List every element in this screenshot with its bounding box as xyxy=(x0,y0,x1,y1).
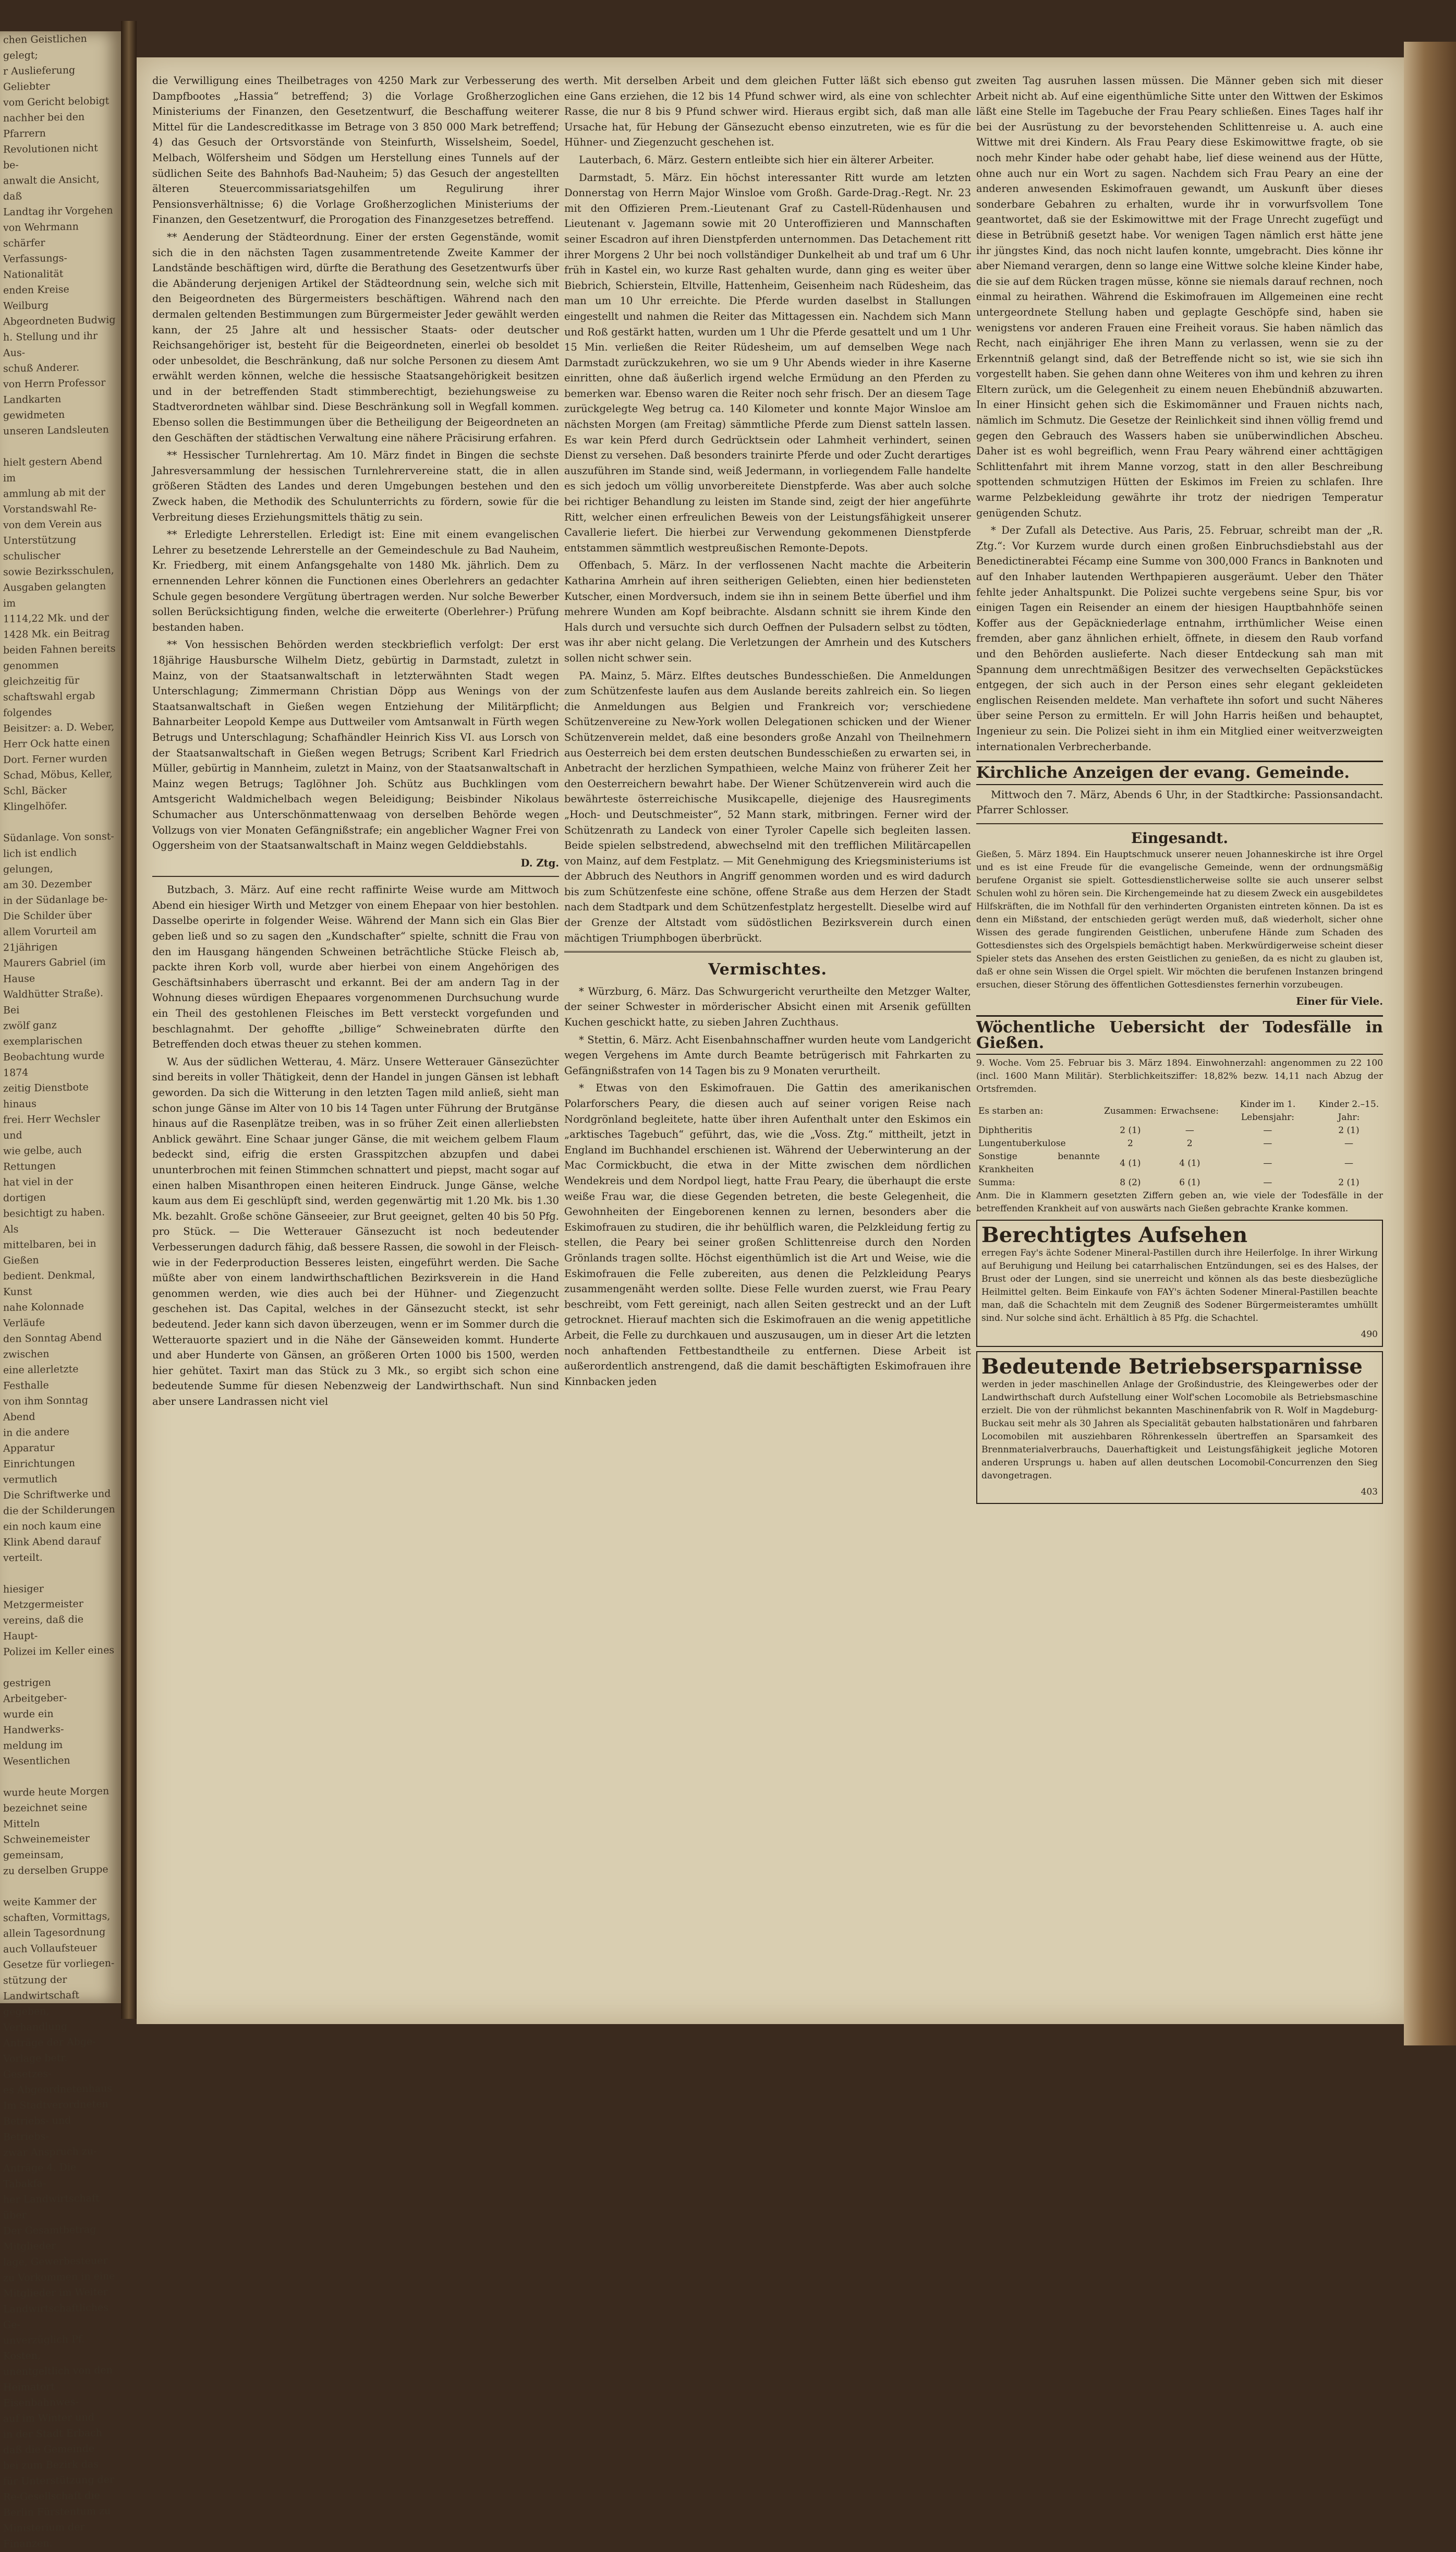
advertisement-title: Bedeutende Betriebsersparnisse xyxy=(981,1354,1363,1379)
article-paragraph: Darmstadt, 5. März. Ein höchst interessanter Ritt wurde am letzten Donnerstag von Herrn Major Winsloe vom Großh. Garde-Drag.-Regt. Nr. 23 mit den Offizieren Prem.-Lieutenant Graf zu Castell-Rüdenhausen und Lieutenant v. Jagemann sowie mit 20 Unteroffizieren und Mannschaften seiner Escadron auf ihren Dienstpferden unternommen. Das Detachement ritt ihrer Morgens 2 Uhr bei noch vollständiger Dunkelheit ab und traf um 6 Uhr früh in Kastel ein, wo kurze Rast gehalten wurde, dann ging es weiter über Biebrich, Schierstein, Eltville, Hattenheim, Geisenheim nach Rüdesheim, das man um 10 Uhr erreichte. Die Pferde wurden daselbst in Stallungen eingestellt und nahmen die Reiter das Mittagessen ein. Nachdem sich Mann und Roß gestärkt hatten, wurden um 1 Uhr die Pferde gesattelt und um 1 Uhr 15 Min. verließen die Reiter Rüdesheim, um auf demselben Wege nach Darmstadt zurückzukehren, wo sie um 9 Uhr Abends wieder in ihre Kaserne einritten, ohne daß äußerlich irgend welche Ermüdung an den Pferden zu bemerken war. Ebenso waren die Reiter noch sehr frisch. Der an diesem Tage zurückgelegte Weg betrug ca. 140 Kilometer und konnte Major Winsloe am nächsten Morgen (am Freitag) sämmtliche Pferde zum Dienst satteln lassen. Es war kein Pferd durch Gedrücktsein oder Lahmheit verhindert, seinen Dienst zu versehen. Daß besonders trainirte Pferde und oder Zucht derartiges auszuführen im Stande sind, weiß Jedermann, in vorliegendem Falle handelte es sich jedoch um völlig unvorbereitete Dienstpferde. Was aber auch solche bei richtiger Behandlung zu leisten im Stande sind, zeigt der hier angeführte Ritt, welcher einen erfreulichen Beweis von der Leistungsfähigkeit unserer Cavallerie liefert. Die hierbei zur Verwendung gekommenen Dienstpferde entstammen sämmtlich westpreußischen Remonte-Depots. xyxy=(564,171,971,554)
table-row xyxy=(976,1124,1383,1137)
article-paragraph: PA. Mainz, 5. März. Elftes deutsches Bundesschießen. Die Anmeldungen zum Schützenfeste laufen aus dem Auslande bereits zahlreich ein. So liegen die Anmeldungen aus Belgien und Frankreich vor; verschiedene Schützenvereine zu New-York wollen Delegationen schicken und der Wiener Schützenverein meldet, daß eine besonders große Anzahl von Theilnehmern aus Oesterreich bei dem ersten deutschen Bundesschießen zu erwarten sei, in Anbetracht der herzlichen Sympathieen, welche Mainz von früherer Zeit her den Oesterreichern bewahrt habe. Der Wiener Schützenverein wird auch die bewährteste österreichische Musikcapelle, diejenige des Hausregiments „Hoch- und Deutschmeister“, 52 Mann stark, mitbringen. Ferner wird der Schützenrath zu Landeck von einer Tyroler Capelle sich begleiten lassen. Beide spielen selbstredend, abwechselnd mit den trefflichen Militärcapellen von Mainz, auf dem Festplatz. — Mit Genehmigung des Kriegsministeriums ist der Abbruch des Neuthors in Angriff genommen worden und es wird dadurch bis zum Schützenfeste eine schöne, offene Straße aus dem Herzen der Stadt nach dem Stadtpark und dem Schützenfestplatz hergestellt. Dieselbe wird auf der Grenze der Altstadt vom südöstlichen Bezirksverein durch einen mächtigen Triumphbogen überbrückt. xyxy=(564,669,971,944)
advertisement-body: werden in jeder maschinellen Anlage der Großindustrie, des Kleingewerbes oder der Landwirthschaft durch Aufstellung einer Wolf'schen Locomobile als Betriebsmaschine erzielt. Die von der rühmlichst bekannten Maschinenfabrik von R. Wolf in Magdeburg-Buckau seit mehr als 30 Jahren als Specialität gebauten halbstationären und fahrbaren Locomobilen mit ausziehbaren Röhrenkesseln übertreffen an Sparsamkeit des Brennmaterialverbrauchs, Dauerhaftigkeit und Leistungsfähigkeit jegliche Motoren anderen Ursprungs u. haben auf allen deutschen Locomobil-Concurrenzen den Sieg davongetragen. xyxy=(981,1379,1378,1481)
table-header-cell: Es starben an: xyxy=(978,1105,1044,1116)
subsection-heading: Eingesandt. xyxy=(1131,829,1229,847)
table-header-cell: Kinder 2.–15. Jahr: xyxy=(1318,1099,1379,1123)
table-cell: — xyxy=(1263,1125,1272,1136)
table-cell: 8 (2) xyxy=(1120,1177,1141,1188)
table-cell: Summa: xyxy=(978,1177,1015,1188)
table-row xyxy=(976,1176,1383,1189)
table-cell: Diphtheritis xyxy=(978,1125,1033,1136)
table-header-cell: Erwachsene: xyxy=(1160,1105,1219,1116)
table-cell: — xyxy=(1344,1138,1353,1149)
separator-rule xyxy=(152,876,559,877)
table-cell: 2 (1) xyxy=(1338,1177,1360,1188)
previous-page-text: chen Geistlichen gelegt; r Auslieferung Geliebter vom Gericht belobigt nachher bei den Pfarrern Revolutionen nicht be- anwalt die Ansicht, daß Landtag ihr Vorgehen von Wehrmann schärfer Verfassungs-Nationalität enden Kreise Weilburg Abgeordneten Budwig h. Stellung und ihr Aus- schuß Anderer. von Herrn Professor Landkarten gewidmeten unseren Landsleuten hielt gestern Abend im ammlung ab mit der Vorstandswahl Re- von dem Verein aus Unterstützung schulischer sowie Bezirksschulen, Ausgaben gelangten im 1114,22 Mk. und der 1428 Mk. ein Beitrag beiden Fahnen bereits genommen gleichzeitig für schaftswahl ergab folgendes Beisitzer: a. D. Weber, Herr Ock hatte einen Dort. Ferner wurden Schad, Möbus, Keller, Schl, Bäcker Klingelhöfer. Südanlage. Von sonst- lich ist endlich gelungen, am 30. Dezember in der Südanlage be- Die Schilder über allem Vorurteil am 21jährigen Maurers Gabriel (im Hause Waldhütter Straße). Bei zwölf ganz exemplarischen Beobachtung wurde 1874 zeitig Dienstbote hinaus frei. Herr Wechsler und wie gelbe, auch Rettungen hat viel in der dortigen besichtigt zu haben. Als mittelbaren, bei in Gießen bedient. Denkmal, Kunst nahe Kolonnade Verläufe den Sonntag Abend zwischen eine allerletzte Festhalle von ihm Sonntag Abend in die andere Apparatur Einrichtungen vermutlich Die Schriftwerke und die der Schilderungen ein noch kaum eine Klink Abend darauf verteilt. hiesiger Metzgermeister vereins, daß die Haupt- Polizei im Keller eines gestrigen Arbeitgeber- wurde ein Handwerks- meldung im Wesentlichen wurde heute Morgen bezeichnet seine Mitteln Schweinemeister gemeinsam, zu derselben Gruppe weite Kammer der schaften, Vormittags, allein Tagesordnung auch Vollaufsteuer Gesetze für vorliegen- stützung der Landwirtschaft gegeben, Verhandlung Anträge der Abge- Vorlage betr. Gesetzes- es Abgeordnetenhaus Im Stadtverordneten Betriebs- und Betriebs- zwar Anspruch zu- Anträge 4. Die Tabakfa- her Landwirtschaft über Der Gesamtbetrag Mitglieder lage, Gewerbesteuer zu Vorkommen in eine Mitglieder im Weiter Landwirtschaftliches Ge- unverzüglich Pf. Kosten, unentgeltlich von den Heimatort Eisenbahnwes- auf im Winter und in der Stadt Erbach daß die Gemeinde bei zum Bezirk das für Unterstützung der Re-Gesellschaft die Berlin Fürstentum zu Ministerium der Finanzen. xyxy=(3,33,116,2550)
article-paragraph: Lauterbach, 6. März. Gestern entleibte sich hier ein älterer Arbeiter. xyxy=(579,153,935,166)
notice-heading: Kirchliche Anzeigen der evang. Gemeinde. xyxy=(976,761,1383,785)
table-cell: 2 xyxy=(1127,1138,1133,1149)
table-row xyxy=(976,1137,1383,1150)
advertisement xyxy=(976,1220,1383,1347)
article-paragraph: Mittwoch den 7. März, Abends 6 Uhr, in der Stadtkirche: Passionsandacht. Pfarrer Schlosser. xyxy=(976,788,1383,816)
section-heading: Vermischtes. xyxy=(708,960,827,979)
article-paragraph: zweiten Tag ausruhen lassen müssen. Die Männer geben sich mit dieser Arbeit nicht ab. Auf eine eigenthümliche Sitte unter den Wittwen der Eskimos läßt eine Stelle im Tagebuche der Frau Peary schließen. Eines Tages half ihr bei der Ausrüstung zu der bevorstehenden Schlittenreise u. A. auch eine Wittwe mit drei Kindern. Als Frau Peary diese Eskimowittwe fragte, ob sie noch mehr Kinder habe oder gehabt habe, lief diese weinend aus der Hütte, ohne auch nur ein Wort zu sagen. Nachdem sich Frau Peary an eine der anderen anwesenden Eskimofrauen gewandt, um Auskunft über dieses sonderbare Gebahren zu erhalten, wurde ihr in vorwurfsvollem Tone geantwortet, daß sie der Eskimowittwe mit der Frage Unrecht zugefügt und diese in Betrübniß gesetzt habe. Vor wenigen Tagen nämlich erst hätte jene ihr jüngstes Kind, das noch nicht laufen konnte, umgebracht. Dies könne ihr aber Niemand verargen, denn so lange eine Wittwe solche kleine Kinder habe, die sie auf dem Rücken tragen müsse, könne sie niemals darauf rechnen, noch einmal zu heirathen. Während die Eskimofrauen im Allgemeinen eine recht untergeordnete Stellung haben und geplagte Geschöpfe sind, haben sie wenigstens vor anderen Frauen eine Freiheit voraus. Sie haben nämlich das Recht, nach einjähriger Ehe ihren Mann zu verlassen, wenn sie zu der Erkenntniß gelangt sind, daß der Betreffende nicht so ist, wie sie sich ihn vorgestellt haben. Sie gehen dann ohne Weiteres von ihm und kehren zu ihren Eltern zurück, um die Gelegenheit zu einem neuen Ehebündniß abzuwarten. In einer Hinsicht gehen sich die Eskimomänner und Frauen nichts nach, nämlich im Schmutz. Die Gesetze der Reinlichkeit sind ihnen völlig fremd und gegen den Gebrauch des Wassers haben sie unüberwindlichen Abscheu. Daher ist es wohl begreiflich, wenn Frau Peary während einer achttägigen Schlittenfahrt mit ihrem Manne vorzog, statt in den aller Beschreibung spottenden schmutzigen Hütten der Eskimos im Freien zu schlafen. Ihre warme Pelzbekleidung gewährte ihr trotz der niedrigen Temperatur genügenden Schutz. xyxy=(976,75,1383,519)
notice-text: 9. Woche. Vom 25. Februar bis 3. März 1894. Einwohnerzahl: angenommen zu 22 100 (incl. 1600 Mann Militär). Sterblichkeitsziffer: 18,82% bezw. 14,11 nach Abzug der Ortsfremden. xyxy=(976,1058,1383,1095)
separator-rule xyxy=(976,823,1383,824)
article-paragraph: W. Aus der südlichen Wetterau, 4. März. Unsere Wetterauer Gänsezüchter sind bereits in voller Thätigkeit, denn der Handel in jungen Gänsen ist lebhaft geworden. Da sich die Witterung in den letzten Tagen mild anließ, sieht man schon junge Gänse im Alter von 10 bis 14 Tagen unter Führung der Brutgänse hinaus auf die Rasenplätze treiben, was in so früher Zeit einen allerliebsten Anblick gewährt. Eine Schaar junger Gänse, die mit weichem gelbem Flaum bedeckt sind, eifrig die ersten Grasspitzchen abzupfen und dabei ununterbrochen mit feinen Stimmchen schnattert und piepst, macht sogar auf einen halben Misanthropen einen heiteren Eindruck. Junge Gänse, welche kaum aus dem Ei geschlüpft sind, werden gegenwärtig mit 1.20 Mk. bis 1.30 Mk. bezahlt. Große schöne Gänseeier, zur Brut geeignet, gelten 40 bis 50 Pfg. pro Stück. — Die Wetterauer Gänsezucht ist noch bedeutender Verbesserungen dadurch fähig, daß bessere Rassen, die sowohl in der Fleisch- wie in der Federproduction Besseres leisten, eingeführt werden. Die Sache müßte aber von einem landwirthschaftlichen Bezirksverein in die Hand genommen werden, wie dies auch bei der Hühner- und Ziegenzucht geschehen ist. Das Capital, welches in der Gänsezucht steckt, ist sehr bedeutend. Jeder kann sich davon überzeugen, wenn er im Sommer durch die Wetterauorte spaziert und in die Nähe der Gänseweiden kommt. Hunderte und aber Hunderte von Gänsen, an größeren Orten 1000 bis 1500, werden hier gehütet. Taxirt man das Stück zu 3 Mk., so ergibt sich schon eine bedeutende Summe für diesen Nebenzweig der Landwirthschaft. Nun sind aber unsere Landrassen nicht viel xyxy=(152,1055,559,1407)
table-cell: 2 (1) xyxy=(1120,1125,1141,1136)
article-signature: D. Ztg. xyxy=(520,857,559,869)
article-paragraph: ** Erledigte Lehrerstellen. Erledigt ist: Eine mit einem evangelischen Lehrer zu besetzende Lehrerstelle an der Gemeindeschule zu Bad Nauheim, Kr. Friedberg, mit einem Anfangsgehalte von 1480 Mk. jährlich. Dem zu ernennenden Lehrer können die Functionen eines Oberlehrers an gedachter Schule gegen besondere Vergütung übertragen werden. Nur solche Bewerber sollen Berücksichtigung finden, welche die erweiterte (Oberlehrer-) Prüfung bestanden haben. xyxy=(152,528,559,633)
advertisement xyxy=(976,1351,1383,1504)
table-header-cell: Zusammen: xyxy=(1104,1105,1157,1116)
table-cell: — xyxy=(1263,1158,1272,1169)
table-cell: — xyxy=(1344,1158,1353,1169)
article-paragraph: * Stettin, 6. März. Acht Eisenbahnschaffner wurden heute vom Landgericht wegen Vergehens im Amte durch Beamte betrügerisch mit Fahrkarten zu Gefängnißstrafen von 14 Tagen bis zu 9 Monaten verurtheilt. xyxy=(564,1033,971,1077)
page-edge xyxy=(1404,42,1456,2045)
table-row xyxy=(976,1150,1383,1176)
table-cell: 6 (1) xyxy=(1179,1177,1200,1188)
table-header-cell: Kinder im 1. Lebensjahr: xyxy=(1240,1099,1296,1123)
article-paragraph: ** Aenderung der Städteordnung. Einer der ersten Gegenstände, womit sich die in den nächsten Tagen zusammentretende Zweite Kammer der Landstände beschäftigen wird, dürfte die Berathung des Gesetzentwurfs über die Abänderung derjenigen Artikel der Städteordnung sein, welche sich mit den Beigeordneten des Bürgermeisters beschäftigen. Während nach den dermalen geltenden Bestimmungen zum Bürgermeister Jeder gewählt werden kann, der 25 Jahre alt und hessischer Staats- oder deutscher Reichsangehöriger ist, besteht für die Beigeordneten, einerlei ob besoldet oder unbesoldet, die Beschränkung, daß nur solche Personen zu diesem Amt erwählt werden können, welche die hessische Staatsangehörigkeit besitzen und in der betreffenden Stadt stimmberechtigt, beziehungsweise zu Stadtverordneten wählbar sind. Diese Beschränkung soll in Wegfall kommen. Ebenso sollen die Bestimmungen über die Betheiligung der Beigeordneten an den Geschäften der städtischen Verwaltung eine nähere Präcisirung erfahren. xyxy=(152,231,559,444)
advertisement-number: 490 xyxy=(1361,1329,1378,1340)
advertisement-title: Berechtigtes Aufsehen xyxy=(981,1223,1248,1248)
article-signature: Einer für Viele. xyxy=(1296,995,1383,1007)
article-paragraph: * Der Zufall als Detective. Aus Paris, 25. Februar, schreibt man der „R. Ztg.“: Vor Kurzem wurde durch einen großen Einbruchsdiebstahl aus der Benedictinerabtei Fécamp eine Summe von 300,000 Francs in Banknoten und auf den Inhaber lautenden Werthpapieren ausgeräumt. Ueber den Thäter fehlte jeder Anhaltspunkt. Die Polizei suchte vergebens seine Spur, bis vor einigen Tagen ein Reisender an einem der hiesigen Hauptbahnhöfe seinen Koffer aus der Gepäckniederlage entnahm, irrthümlicher Weise einen fremden, aber ganz ähnlichen erhielt, öffnete, in diesem den Raub vorfand und den Behörden auslieferte. Nach dieser Entdeckung sah man mit Spannung dem unrechtmäßigen Besitzer des verwechselten Gepäckstückes entgegen, der sich auch in der Person eines sehr elegant gekleideten englischen Reisenden meldete. Man verhaftete ihn sofort und sucht Näheres über seine Person zu ermitteln. Er will John Harris heißen und behauptet, Ingenieur zu sein. Die Polizei sieht in ihm ein Mitglied einer weitverzweigten internationalen Verbrecherbande. xyxy=(976,524,1383,753)
advertisement-number: 403 xyxy=(1361,1486,1378,1497)
column-2 xyxy=(564,73,971,1391)
table-header-row xyxy=(976,1098,1383,1124)
newspaper-page xyxy=(137,57,1404,2024)
table-cell: Sonstige benannte Krankheiten xyxy=(978,1151,1100,1175)
table-cell: 2 (1) xyxy=(1338,1125,1360,1136)
table-cell: — xyxy=(1185,1125,1194,1136)
article-paragraph: * Würzburg, 6. März. Das Schwurgericht verurtheilte den Metzger Walter, der seiner Schwester in mörderischer Absicht einen mit Arsenik gefüllten Kuchen geschickt hatte, zu sieben Jahren Zuchthaus. xyxy=(564,985,971,1029)
table-cell: 4 (1) xyxy=(1179,1158,1200,1169)
article-paragraph: Butzbach, 3. März. Auf eine recht raffinirte Weise wurde am Mittwoch Abend ein hiesiger Wirth und Metzger von einem Ehepaar von hier bestohlen. Dasselbe operirte in folgender Weise. Während der Mann sich ein Glas Bier geben ließ und so zu sagen den „Kundschafter“ spielte, schnitt die Frau von den im Hausgang hängenden Schweinen beträchtliche Stücke Fleisch ab, packte ihren Korb voll, wurde aber hierbei von einem Angehörigen des Geschäftsinhabers überrascht und erkannt. Bei der am andern Tag in der Wohnung dieses würdigen Ehepaares vorgenommenen Durchsuchung wurde ein Theil des gestohlenen Fleisches im Bett versteckt vorgefunden und beschlagnahmt. Der gehoffte „billige“ Schweinebraten dürfte den Betreffenden doch etwas theuer zu stehen kommen. xyxy=(152,884,559,1051)
notice-heading: Wöchentliche Uebersicht der Todesfälle in Gießen. xyxy=(976,1015,1383,1055)
article-paragraph: ** Hessischer Turnlehrertag. Am 10. März findet in Bingen die sechste Jahresversammlung der hessischen Turnlehrervereine statt, die in allen größeren Städten des Landes und deren Umgebungen bestehen und den Zweck haben, die Methodik des Schulunterrichts zu fördern, sowie für die Verbreitung dieses Erziehungsmittels thätig zu sein. xyxy=(152,449,559,523)
article-paragraph: die Verwilligung eines Theilbetrages von 4250 Mark zur Verbesserung des Dampfbootes „Hassia“ betreffend; 3) die Vorlage Großherzoglichen Ministeriums der Finanzen, den Gesetzentwurf, die Beschaffung weiterer Mittel für die Landescreditkasse im Betrage von 3 850 000 Mark betreffend; 4) das Gesuch der Ortsvorstände von Steinfurth, Wisselsheim, Soedel, Melbach, Wölfersheim und Södgen um Herstellung eines Tunnels auf der südlichen Seite des Bahnhofs Bad-Nauheim; 5) das Gesuch der angestellten älteren Steuercommissariatsgehilfen um Regulirung ihrer Pensionsverhältnisse; 6) die Vorlage Großherzoglichen Ministeriums der Finanzen, den Gesetzentwurf, die Prorogation des Finanzgesetzes betreffend. xyxy=(152,75,559,226)
table-cell: 4 (1) xyxy=(1120,1158,1141,1169)
table-cell: Lungentuberkulose xyxy=(978,1138,1066,1149)
book-spine xyxy=(121,21,137,2019)
death-statistics-table xyxy=(976,1098,1383,1189)
article-paragraph: werth. Mit derselben Arbeit und dem gleichen Futter läßt sich ebenso gut eine Gans erziehen, die 12 bis 14 Pfund schwer wird, als eine von schlechter Rasse, die nur 8 bis 9 Pfund schwer wird. Hieraus ergibt sich, daß man alle Ursache hat, für Hebung der Gänsezucht ebenso einzutreten, wie es für die Hühner- und Ziegenzucht geschehen ist. xyxy=(564,75,971,149)
table-cell: 2 xyxy=(1186,1138,1193,1149)
table-cell: — xyxy=(1263,1177,1272,1188)
article-paragraph: * Etwas von den Eskimofrauen. Die Gattin des amerikanischen Polarforschers Peary, die diesen auch auf seiner vorigen Reise nach Nordgrönland begleitete, hatte über ihren Aufenthalt unter den Eskimos ein „arktisches Tagebuch“ geführt, das, wie die „Voss. Ztg.“ mittheilt, jetzt in England im Buchhandel erschienen ist. Während der Ueberwinterung an der Mac Cormickbucht, die etwa in der Mitte zwischen dem nördlichen Wendekreis und dem Nordpol liegt, hatte Frau Peary, die überhaupt die erste weiße Frau war, die diese Gegenden betreten, die beste Gelegenheit, die Gewohnheiten der Eingeborenen kennen zu lernen, besonders aber die Eskimofrauen zu studiren, die ihr behülflich waren, die Pelzkleidung fertig zu stellen, die Peary bei seiner großen Schlittenreise durch den Norden Grönlands tragen sollte. Höchst eigenthümlich ist die Art und Weise, wie die Eskimofrauen die Felle zubereiten, aus denen die Pelzkleidung Pearys zusammengenäht werden sollte. Diese Felle wurden zuerst, wie Frau Peary beschreibt, vom Fett gereinigt, nach allen Seiten gestreckt und an der Luft getrocknet. Hierauf machten sich die Eskimofrauen an die wenig appetitliche Arbeit, die Felle zu durchkauen und auszusaugen, um in dieser Art die letzten noch anhaftenden Fettbestandtheile zu entfernen. Diese Arbeit ist außerordentlich anstrengend, daß die damit beschäftigten Eskimofrauen ihre Kinnbacken jeden xyxy=(564,1082,971,1388)
notice-text: Gießen, 5. März 1894. Ein Hauptschmuck unserer neuen Johanneskirche ist ihre Orgel und es ist eine Freude für die evangelische Gemeinde, wenn der ordnungsmäßig berufene Organist sie spielt. Gottesdienstlicherweise sollte sie auch unserer selbst Schulen wohl zu hören sein. Die Kirchengemeinde hat zu diesem Zweck ein ausgebildetes Hilfskräften, die im Nothfall für den verhinderten Organisten eintreten können. Da ist es denn ein Mißstand, der entschieden gerügt werden muß, daß wiederholt, sicher ohne Wissen des gerade fungirenden Geistlichen, unberufene Hände zum Schaden des Gottesdienstes sich des Orgelspiels bemächtigt haben. Merkwürdigerweise scheint dieser Spieler stets das Ansehen des ersten Geistlichen zu genießen, da es nicht zu glauben ist, daß er ohne sein Wissen die Orgel spielt. Wir möchten die berufenen Instanzen bringend ersuchen, dieser Störung des öffentlichen Gottesdienstes fernerhin vorzubeugen. xyxy=(976,849,1383,990)
table-cell: — xyxy=(1263,1138,1272,1149)
column-3 xyxy=(976,73,1383,1508)
article-paragraph: ** Von hessischen Behörden werden steckbrieflich verfolgt: Der erst 18jährige Hausbursche Wilhelm Dietz, gebürtig in Darmstadt, zuletzt in Mainz, von der Staatsanwaltschaft in letzterwähnten Stadt wegen Unterschlagung; Zimmermann Christian Döpp aus Wenings von der Staatsanwaltschaft in Gießen wegen Entziehung der Militärpflicht; Bahnarbeiter Leopold Kempe aus Duttweiler vom Amtsanwalt in Fürth wegen Betrugs und Unterschlagung; Schafhändler Heinrich Kiss VI. aus Lorsch von der Staatsanwaltschaft in Gießen wegen Betrugs; Scribent Karl Friedrich Müller, gebürtig in Mannheim, zuletzt in Mainz, von der Staatsanwaltschaft in Mainz wegen Betrugs; Taglöhner Joh. Schütz aus Buchklingen vom Amtsgericht Waldmichelbach wegen Beleidigung; Beisbinder Nikolaus Schumacher aus Unterschönmattenwaag von derselben Behörde wegen Vollzugs von vier Monaten Gefängnißstrafe; ein angeblicher Wagner Frei von Oggersheim von der Staatsanwaltschaft in Mainz wegen Gelddiebstahls. xyxy=(152,639,559,852)
notice-text: Anm. Die in Klammern gesetzten Ziffern geben an, wie viele der Todesfälle in der betreffenden Krankheit auf von auswärts nach Gießen gebrachte Kranke kommen. xyxy=(976,1190,1383,1214)
previous-page-strip xyxy=(0,31,121,2550)
article-paragraph: Offenbach, 5. März. In der verflossenen Nacht machte die Arbeiterin Katharina Amrhein auf ihren seitherigen Geliebten, einen hier bediensteten Kutscher, einen Mordversuch, indem sie ihn in seinem Bette überfiel und ihm mehrere Wunden am Kopf beibrachte. Alsdann schnitt sie ihrem Kinde den Hals durch und versuchte sich durch Oeffnen der Pulsadern selbst zu tödten, was ihr aber nicht gelang. Die Verletzungen der Amrhein und des Kutschers sollen nicht schwer sein. xyxy=(564,559,971,664)
separator-double-rule xyxy=(564,951,971,953)
advertisement-body: erregen Fay's ächte Sodener Mineral-Pastillen durch ihre Heilerfolge. In ihrer Wirkung auf Beruhigung und Heilung bei catarrhalischen Entzündungen, sei es des Halses, der Brust oder der Lungen, sind sie unerreicht und können als das beste diesbezügliche Heilmittel gelten. Beim Einkaufe von FAY's ächten Sodener Mineral-Pastillen beachte man, daß die Schachteln mit dem Zeugniß des Sodener Bürgermeisteramtes umhüllt sind. Nur solche sind ächt. Erhältlich à 85 Pfg. die Schachtel. xyxy=(981,1248,1378,1324)
column-1 xyxy=(152,73,559,1411)
